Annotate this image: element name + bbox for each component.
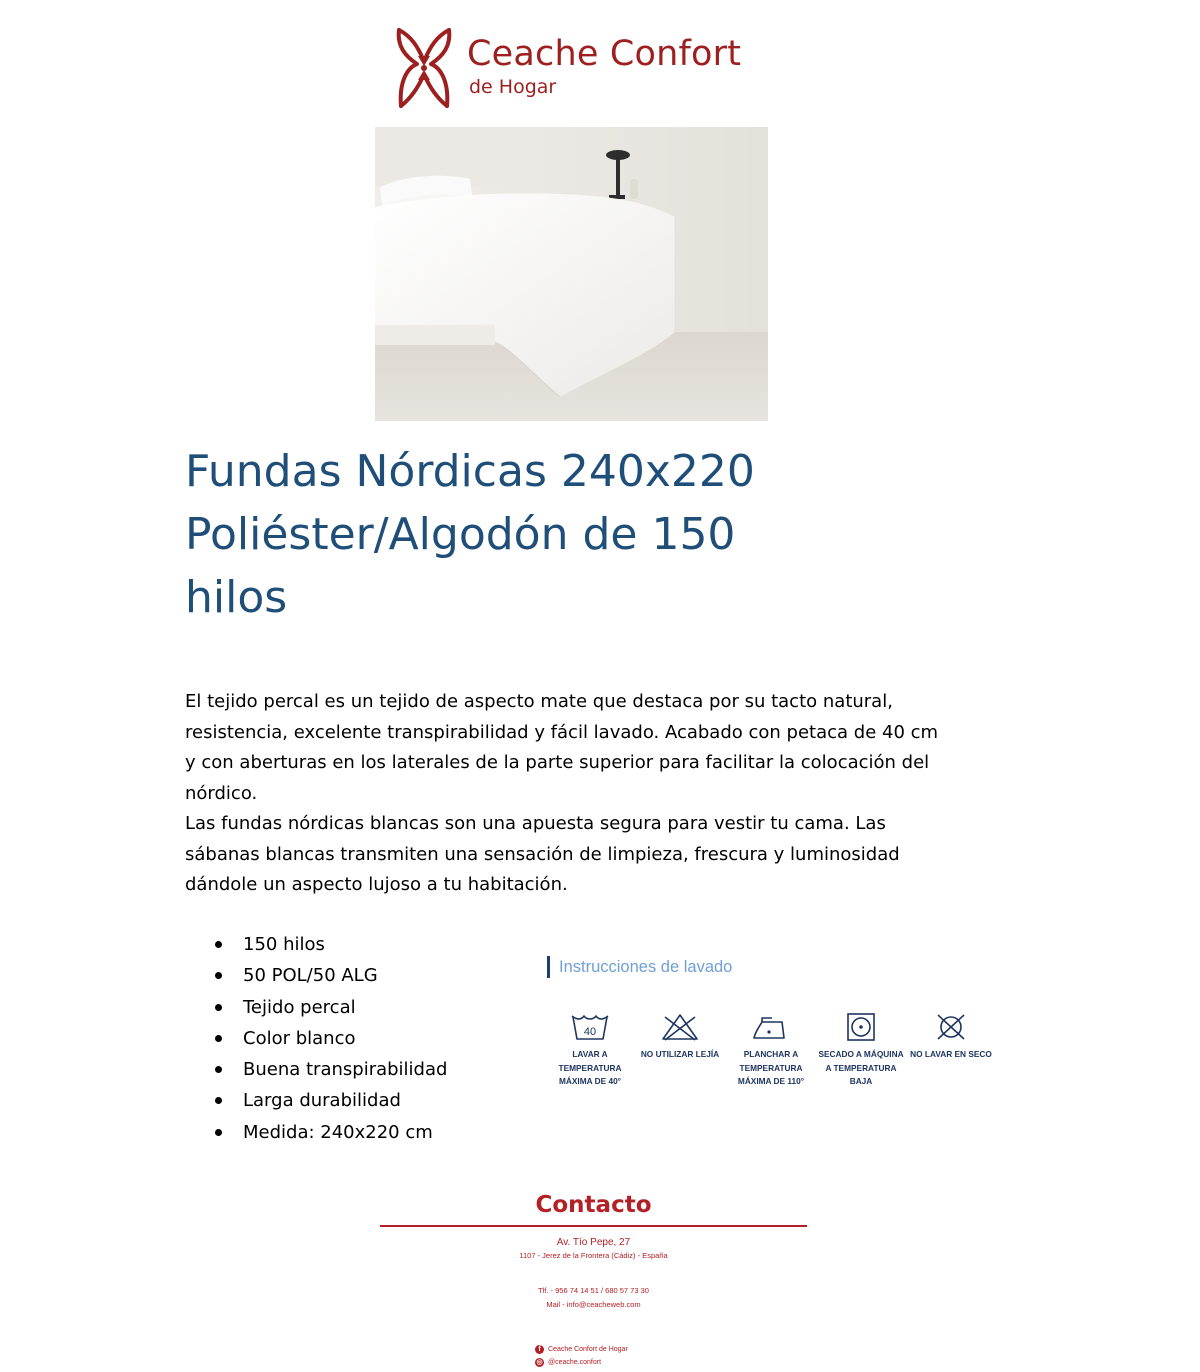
contact-address-line-2: 1107 - Jerez de la Frontera (Cádiz) - España [519,1251,668,1260]
wash-instruction-no-dry-clean [906,1012,996,1062]
title-line-1: Fundas Nórdicas 240x220 [185,446,755,497]
washing-instructions-title: Instrucciones de lavado [547,956,732,978]
wash-label: NO LAVAR EN SECO [910,1049,992,1059]
brand-logo [393,26,773,112]
wash-instruction-no-bleach [635,1012,725,1062]
wash-instruction-40 [545,1012,635,1089]
list-item: Buena transpirabilidad [215,1054,447,1085]
wash-instruction-iron [726,1012,816,1089]
wash-40-icon [569,1012,611,1042]
contact-title: Contacto [535,1192,652,1218]
contact-address-line-1: Av. Tío Pepe, 27 [556,1237,631,1248]
iron-icon [750,1012,792,1042]
wash-label: NO UTILIZAR LEJÍA [640,1049,720,1059]
contact-divider [380,1225,807,1227]
wash-label: SECADO A MÁQUINA A TEMPERATURA BAJA [818,1049,904,1086]
feature-list [215,929,447,1148]
description-paragraph-1: El tejido percal es un tejido de aspecto mate que destaca por su tacto natural, resistencia, excelente transpirabilidad y fácil lavado. Acabado con petaca de 40 cm y con aberturas en los laterales de la parte superior para facilitar la colocación del nórdico. [185,691,939,804]
brand-subtitle: de Hogar [469,76,557,98]
social-label: @ceache.confort [548,1359,602,1366]
product-photo [375,127,768,421]
product-description [185,687,945,901]
list-item: Larga durabilidad [215,1085,447,1116]
wash-instruction-tumble-dry [816,1012,906,1089]
bed-duvet-photo-icon [375,127,768,421]
list-item: Tejido percal [215,992,447,1023]
no-bleach-icon [659,1012,701,1042]
list-item: Medida: 240x220 cm [215,1117,447,1148]
butterfly-logo-icon [393,26,455,112]
facebook-icon: f [535,1345,544,1354]
description-paragraph-2: Las fundas nórdicas blancas son una apuesta segura para vestir tu cama. Las sábanas blancas transmiten una sensación de limpieza, frescura y luminosidad dándole un aspecto lujoso a tu habitación. [185,813,900,895]
list-item: 150 hilos [215,929,447,960]
social-label: Ceache Confort de Hogar [548,1346,628,1353]
no-dry-clean-icon [930,1012,972,1042]
list-item: Color blanco [215,1023,447,1054]
brand-name: Ceache Confort [467,34,742,74]
product-title [185,440,945,629]
title-line-2: Poliéster/Algodón de 150 [185,509,736,560]
instagram-icon: ◎ [536,1358,543,1366]
social-instagram[interactable] [535,1357,601,1369]
wash-label: LAVAR A TEMPERATURA MÁXIMA DE 40° [558,1049,622,1086]
social-facebook[interactable] [535,1344,628,1356]
wash-label: PLANCHAR A TEMPERATURA MÁXIMA DE 110° [737,1049,805,1086]
title-line-3: hilos [185,572,288,623]
svg-text:40: 40 [583,1026,597,1038]
tumble-dry-low-icon [840,1012,882,1042]
contact-phone: Tlf. - 956 74 14 51 / 680 57 73 30 [538,1286,649,1295]
contact-mail[interactable]: Mail - info@ceacheweb.com [546,1300,641,1309]
list-item: 50 POL/50 ALG [215,960,447,991]
